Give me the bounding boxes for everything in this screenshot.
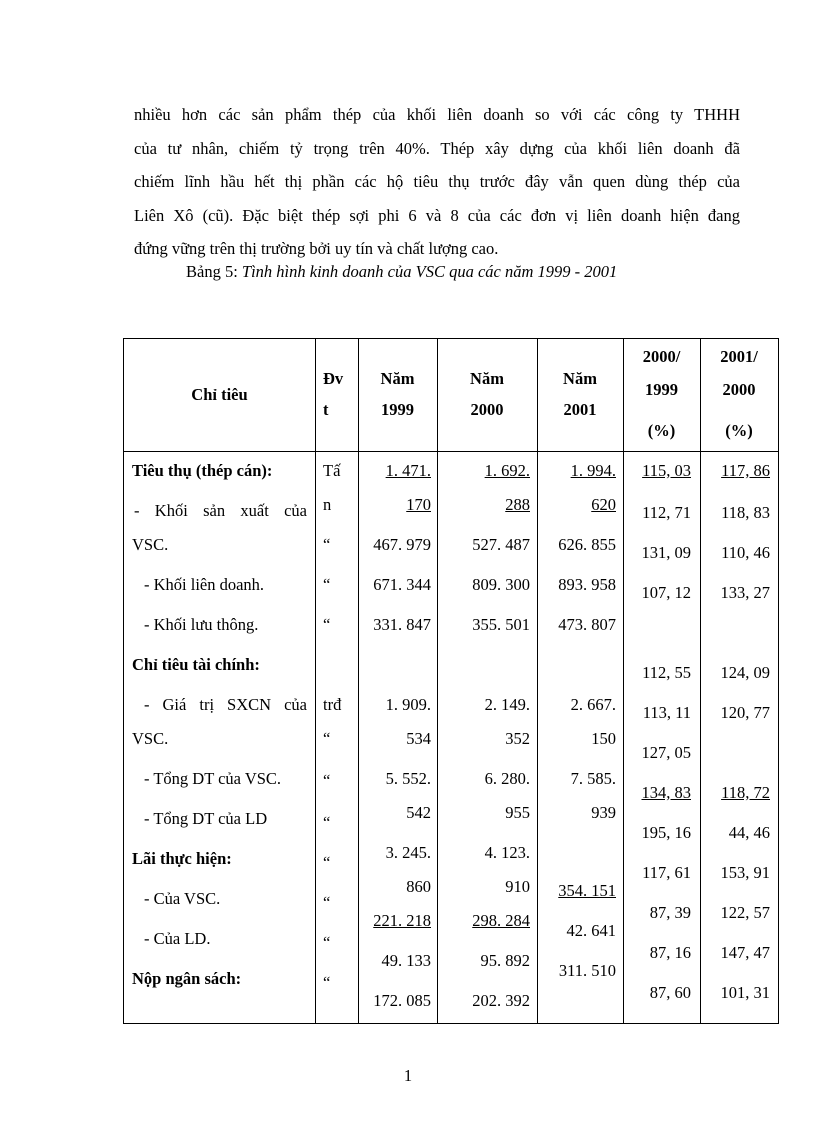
column-divider	[315, 339, 316, 1023]
value-2001: 7. 585.	[570, 769, 616, 788]
row-label-nop-ngan-sach: Nộp ngân sách:	[132, 969, 242, 988]
value-2001: 2. 667.	[570, 695, 616, 714]
value-2000: 2. 149.	[484, 695, 530, 714]
value-2001: 626. 855	[558, 535, 616, 554]
header-chi-tieu: Chỉ tiêu	[191, 385, 248, 404]
value-2000: 955	[505, 803, 530, 822]
header-ratio2001-1: 2001/	[720, 347, 758, 366]
ratio-2001: 101, 31	[720, 983, 770, 1002]
ratio-2000: 112, 71	[642, 503, 691, 522]
header-dvt-2: t	[323, 400, 329, 419]
value-2000: 288	[505, 495, 530, 514]
value-1999: 170	[406, 495, 431, 514]
value-1999: 3. 245.	[385, 843, 431, 862]
row-label: VSC.	[132, 729, 169, 748]
row-label-tai-chinh: Chỉ tiêu tài chính:	[132, 655, 260, 674]
value-1999: 534	[406, 729, 431, 748]
ratio-2001: 118, 72	[721, 783, 770, 802]
unit-cell: “	[323, 853, 331, 872]
row-label: - Khối lưu thông.	[144, 615, 259, 634]
value-2001: 311. 510	[558, 961, 616, 980]
header-ratio2001-2: 2000	[722, 380, 756, 399]
ratio-2001: 124, 09	[720, 663, 770, 682]
value-2001: 42. 641	[566, 921, 616, 940]
row-label: - Khối liên doanh.	[144, 575, 265, 594]
value-1999: 860	[406, 877, 431, 896]
row-label-lai: Lãi thực hiện:	[132, 849, 232, 868]
row-label-tieu-thu: Tiêu thụ (thép cán):	[132, 461, 273, 480]
value-1999: 1. 471.	[385, 461, 431, 480]
ratio-2000: 112, 55	[642, 663, 691, 682]
ratio-2001: 110, 46	[721, 543, 770, 562]
ratio-2001: 118, 83	[721, 503, 770, 522]
ratio-2001: 117, 86	[721, 461, 770, 480]
row-label: - Của LD.	[144, 929, 211, 948]
unit-cell: trđ	[323, 695, 342, 714]
value-2001: 893. 958	[558, 575, 616, 594]
unit-cell: n	[323, 495, 332, 514]
header-ratio2000-3: (%)	[647, 421, 676, 440]
unit-cell: “	[323, 973, 331, 992]
ratio-2001: 133, 27	[720, 583, 770, 602]
header-ratio2000-2: 1999	[645, 380, 678, 399]
value-2000: 355. 501	[472, 615, 530, 634]
ratio-2001: 147, 47	[720, 943, 770, 962]
header-2001-1: Năm	[563, 369, 597, 388]
row-label: - Tổng DT của VSC.	[144, 769, 282, 788]
row-label: - Của VSC.	[144, 889, 221, 908]
paragraph-line: đứng vững trên thị trường bởi uy tín và chất lượng cao.	[134, 239, 499, 259]
ratio-2000: 117, 61	[642, 863, 691, 882]
ratio-2001: 122, 57	[720, 903, 770, 922]
value-1999: 467. 979	[373, 535, 431, 554]
header-1999-1: Năm	[380, 369, 415, 388]
ratio-2000: 131, 09	[641, 543, 691, 562]
paragraph-line: của tư nhân, chiếm tỷ trọng trên 40%. Thép xây dựng của khối liên doanh đã	[134, 138, 740, 158]
value-1999: 5. 552.	[385, 769, 431, 788]
ratio-2000: 195, 16	[641, 823, 691, 842]
ratio-2000: 113, 11	[642, 703, 691, 722]
header-divider	[124, 451, 778, 452]
ratio-2000: 115, 03	[642, 461, 691, 480]
paragraph-line: chiếm lĩnh hầu hết thị phần các hộ tiêu thụ trước đây vẫn quen dùng thép của	[134, 172, 740, 192]
value-2000: 352	[505, 729, 530, 748]
row-label: - Khối sản xuất của	[134, 501, 307, 520]
unit-cell: “	[323, 729, 331, 748]
value-2000: 4. 123.	[484, 843, 530, 862]
value-1999: 221. 218	[373, 911, 431, 930]
ratio-2001: 44, 46	[728, 823, 770, 842]
value-2000: 202. 392	[472, 991, 530, 1010]
header-dvt-1: Đv	[323, 369, 344, 388]
header-2000-1: Năm	[470, 369, 504, 388]
ratio-2000: 87, 39	[649, 903, 691, 922]
value-2001: 354. 151	[558, 881, 616, 900]
ratio-2000: 134, 83	[641, 783, 691, 802]
unit-cell: “	[323, 535, 331, 554]
ratio-2001: 120, 77	[720, 703, 770, 722]
value-1999: 671. 344	[373, 575, 431, 594]
value-2000: 298. 284	[472, 911, 530, 930]
value-1999: 1. 909.	[385, 695, 431, 714]
paragraph-line: Liên Xô (cũ). Đặc biệt thép sợi phi 6 và 8 của các đơn vị liên doanh hiện đang	[134, 205, 740, 225]
value-1999: 172. 085	[373, 991, 431, 1010]
value-1999: 331. 847	[373, 615, 431, 634]
value-2001: 1. 994.	[570, 461, 616, 480]
unit-cell: Tấ	[323, 461, 341, 480]
unit-cell: “	[323, 933, 331, 952]
unit-cell: “	[323, 771, 331, 790]
value-2001: 473. 807	[558, 615, 616, 634]
ratio-2000: 107, 12	[641, 583, 691, 602]
header-ratio2000-1: 2000/	[642, 347, 681, 366]
row-label: - Tổng DT của LD	[144, 809, 268, 828]
ratio-2001: 153, 91	[720, 863, 770, 882]
value-2000: 809. 300	[472, 575, 530, 594]
value-2000: 95. 892	[480, 951, 530, 970]
header-ratio2001-3: (%)	[725, 421, 753, 440]
caption-label: Bảng 5:	[186, 262, 238, 281]
header-2000-2: 2000	[470, 400, 504, 419]
ratio-2000: 127, 05	[641, 743, 691, 762]
header-1999-2: 1999	[381, 400, 414, 419]
value-1999: 542	[406, 803, 431, 822]
table-caption	[186, 262, 617, 282]
value-2000: 1. 692.	[484, 461, 530, 480]
row-label: VSC.	[132, 535, 169, 554]
ratio-2000: 87, 16	[649, 943, 691, 962]
unit-cell: “	[323, 813, 331, 832]
value-1999: 49. 133	[381, 951, 431, 970]
row-label: - Giá trị SXCN của	[144, 695, 307, 714]
value-2001: 939	[591, 803, 616, 822]
ratio-2000: 87, 60	[649, 983, 691, 1002]
unit-cell: “	[323, 893, 331, 912]
value-2001: 150	[591, 729, 616, 748]
caption-title: Tình hình kinh doanh của VSC qua các năm 1999 - 2001	[241, 262, 618, 281]
value-2001: 620	[591, 495, 616, 514]
value-2000: 910	[505, 877, 530, 896]
paragraph-line: nhiều hơn các sản phẩm thép của khối liên doanh so với các công ty THHH	[134, 105, 740, 124]
page-number: 1	[403, 1066, 413, 1085]
body-paragraph	[134, 98, 740, 266]
unit-cell: “	[323, 575, 331, 594]
value-2000: 6. 280.	[484, 769, 530, 788]
unit-cell: “	[323, 615, 331, 634]
header-2001-2: 2001	[563, 400, 597, 419]
value-2000: 527. 487	[472, 535, 530, 554]
business-table	[123, 338, 779, 1024]
